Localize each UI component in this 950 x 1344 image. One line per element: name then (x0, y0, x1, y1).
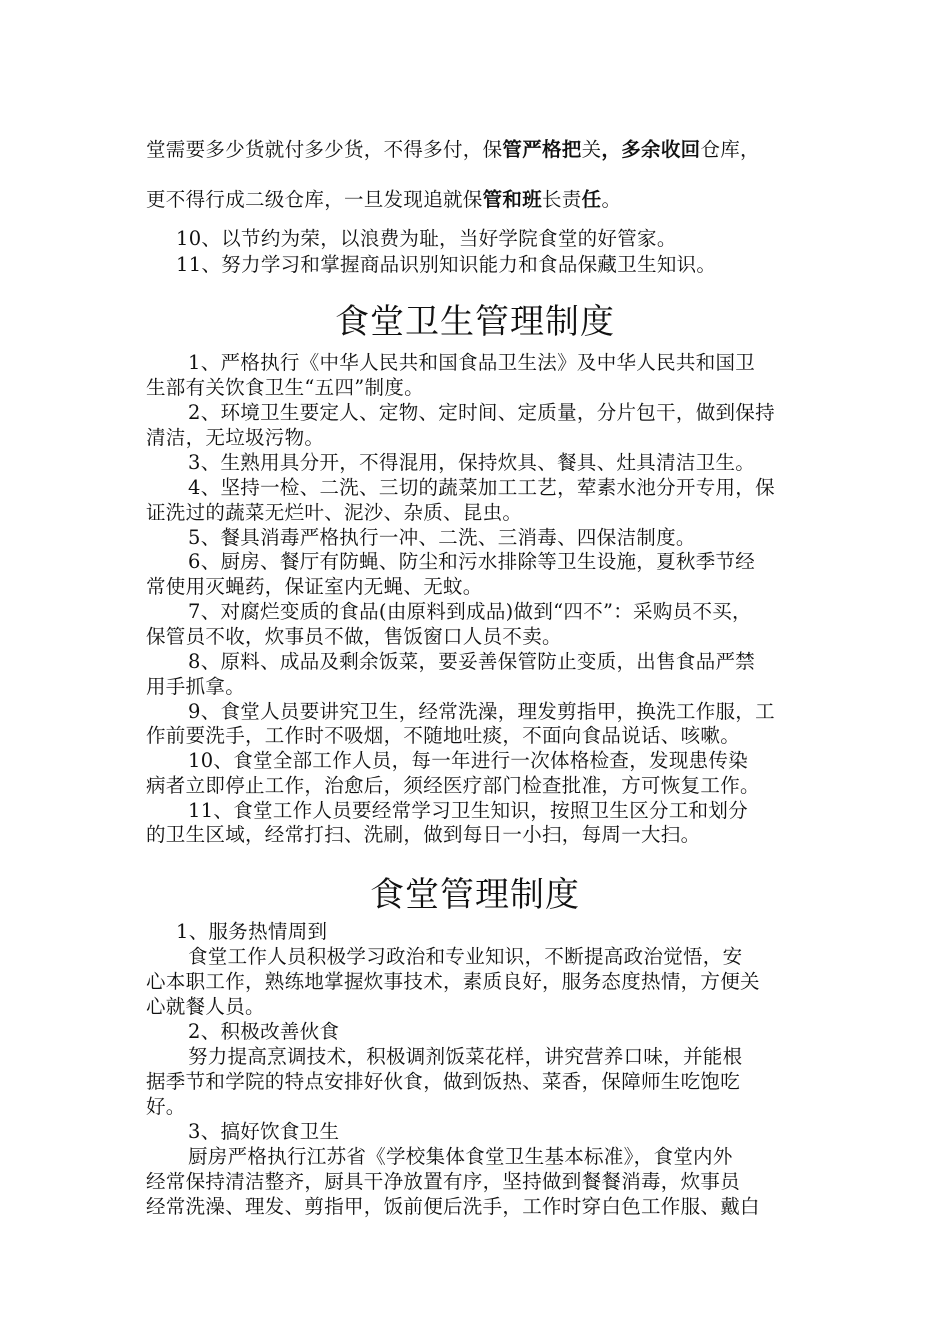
bold-run: 任 (581, 188, 602, 211)
paragraph-line: 3、生熟用具分开，不得混用，保持炊具、餐具、灶具清洁卫生。 (188, 451, 756, 474)
paragraph-line: 厨房严格执行江苏省《学校集体食堂卫生基本标准》，食堂内外 (188, 1145, 733, 1168)
text-run: 关 (581, 138, 602, 161)
paragraph-line: 食堂工作人员积极学习政治和专业知识，不断提高政治觉悟，安 (188, 945, 743, 968)
list-item-11: 11、努力学习和掌握商品识别知识能力和食品保藏卫生知识。 (176, 253, 717, 276)
paragraph-line: 好。 (146, 1095, 186, 1118)
subheading: 2、积极改善伙食 (188, 1020, 340, 1043)
paragraph-line: 4、坚持一检、二洗、三切的蔬菜加工工艺，荤素水池分开专用，保 (188, 476, 775, 499)
subheading: 3、搞好饮食卫生 (188, 1120, 340, 1143)
list-item-10: 10、以节约为荣，以浪费为耻，当好学院食堂的好管家。 (176, 227, 677, 250)
paragraph-line: 病者立即停止工作，治愈后，须经医疗部门检查批准，方可恢复工作。 (146, 774, 760, 797)
text-run: 长责 (542, 188, 582, 211)
text-run: 更不得行成二级仓库，一旦发现追就保 (146, 188, 483, 211)
paragraph-line: 清洁，无垃圾污物。 (146, 426, 325, 449)
continuation-line-1 (146, 137, 760, 163)
bold-run: 管严格把 (502, 138, 582, 161)
subheading: 1、服务热情周到 (176, 920, 328, 943)
paragraph-line: 经常洗澡、理发、剪指甲，饭前便后洗手，工作时穿白色工作服、戴白 (146, 1195, 760, 1218)
paragraph-line: 5、餐具消毒严格执行一冲、二洗、三消毒、四保洁制度。 (188, 526, 696, 549)
paragraph-line: 1、严格执行《中华人民共和国食品卫生法》及中华人民共和国卫 (188, 351, 756, 374)
paragraph-line: 经常保持清洁整齐，厨具干净放置有序，坚持做到餐餐消毒，炊事员 (146, 1170, 741, 1193)
paragraph-line: 据季节和学院的特点安排好伙食，做到饭热、菜香，保障师生吃饱吃 (146, 1070, 741, 1093)
paragraph-line: 保管员不收，炊事员不做，售饭窗口人员不卖。 (146, 625, 562, 648)
text-run: 。 (601, 188, 622, 211)
section-title-hygiene: 食堂卫生管理制度 (335, 302, 615, 342)
paragraph-line: 的卫生区域，经常打扫、洗刷，做到每日一小扫，每周一大扫。 (146, 823, 701, 846)
paragraph-line: 心就餐人员。 (146, 995, 265, 1018)
paragraph-line: 7、对腐烂变质的食品(由原料到成品)做到“四不”：采购员不买， (188, 600, 752, 623)
continuation-line-2 (146, 187, 621, 213)
paragraph-line: 证洗过的蔬菜无烂叶、泥沙、杂质、昆虫。 (146, 501, 523, 524)
paragraph-line: 9、食堂人员要讲究卫生，经常洗澡，理发剪指甲，换洗工作服，工 (188, 700, 775, 723)
paragraph-line: 努力提高烹调技术，积极调剂饭菜花样，讲究营养口味，并能根 (188, 1045, 743, 1068)
paragraph-line: 常使用灭蝇药，保证室内无蝇、无蚊。 (146, 575, 483, 598)
section-title-management: 食堂管理制度 (370, 875, 580, 915)
paragraph-line: 8、原料、成品及剩余饭菜，要妥善保管防止变质，出售食品严禁 (188, 650, 756, 673)
text-run: 堂需要多少货就付多少货，不得多付，保 (146, 138, 503, 161)
bold-run: 管和班 (482, 188, 543, 211)
paragraph-line: 用手抓拿。 (146, 675, 246, 698)
paragraph-line: 2、环境卫生要定人、定物、定时间、定质量，分片包干，做到保持 (188, 401, 775, 424)
paragraph-line: 作前要洗手，工作时不吸烟，不随地吐痰，不面向食品说话、咳嗽。 (146, 724, 741, 747)
paragraph-line: 心本职工作，熟练地掌握炊事技术，素质良好，服务态度热情，方便关 (146, 970, 760, 993)
bold-run: ，多余收回 (601, 138, 701, 161)
paragraph-line: 11、食堂工作人员要经常学习卫生知识，按照卫生区分工和划分 (188, 799, 749, 822)
text-run: 仓库， (700, 138, 760, 161)
paragraph-line: 生部有关饮食卫生“五四”制度。 (146, 376, 424, 399)
paragraph-line: 10、食堂全部工作人员，每一年进行一次体格检查，发现患传染 (188, 749, 749, 772)
paragraph-line: 6、厨房、餐厅有防蝇、防尘和污水排除等卫生设施，夏秋季节经 (188, 550, 756, 573)
